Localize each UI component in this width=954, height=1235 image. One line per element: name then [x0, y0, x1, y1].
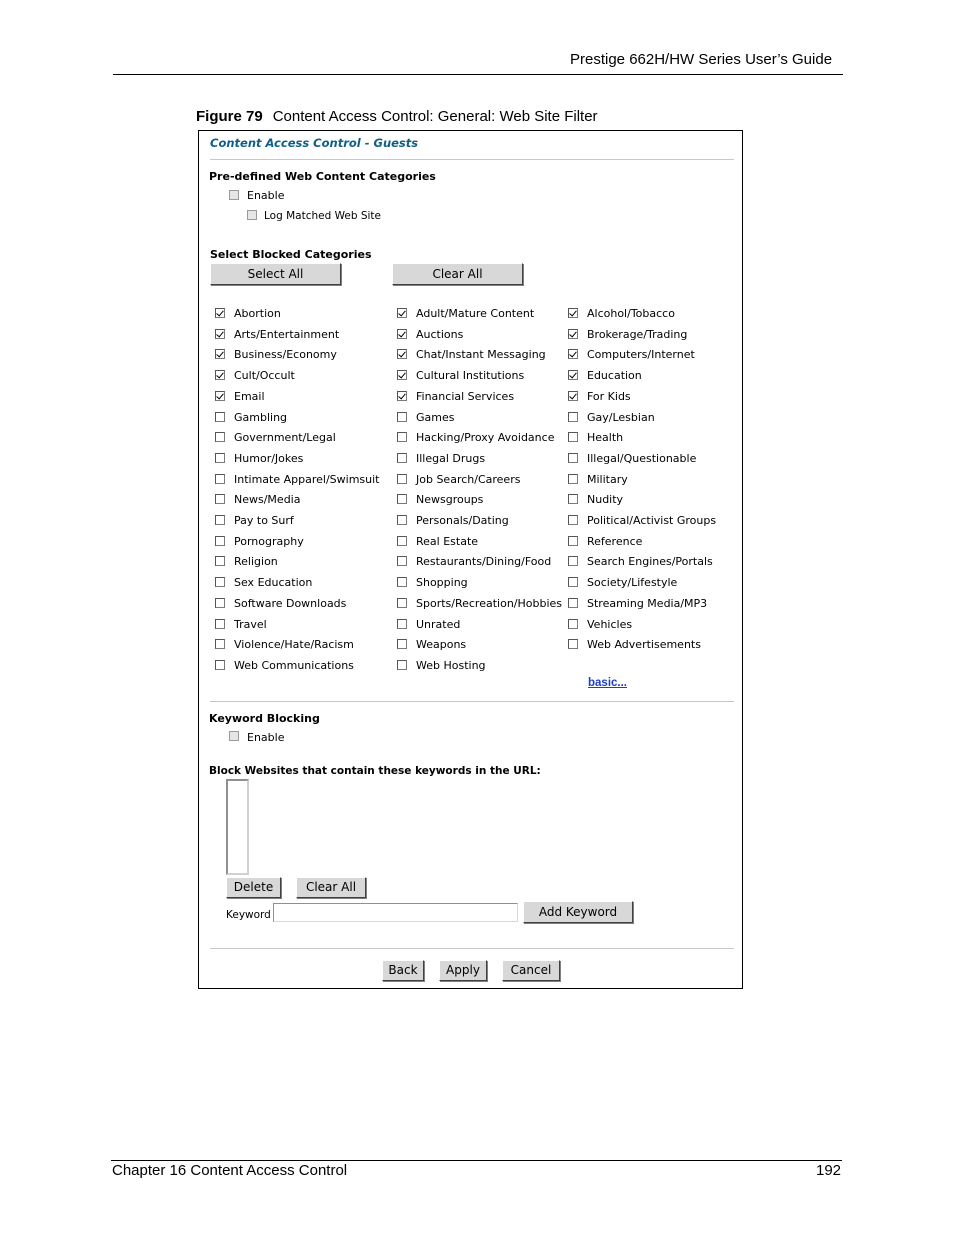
category-checkbox[interactable] [397, 349, 407, 359]
category-checkbox[interactable] [215, 536, 225, 546]
category-checkbox[interactable] [568, 391, 578, 401]
predefined-enable-label: Enable [247, 189, 285, 202]
category-checkbox[interactable] [397, 308, 407, 318]
cancel-button[interactable]: Cancel [502, 960, 560, 981]
figure-caption-text: Content Access Control: General: Web Site Filter [272, 108, 598, 125]
category-label: Cultural Institutions [416, 369, 525, 382]
keyword-input[interactable] [273, 903, 518, 922]
basic-link[interactable]: basic... [588, 677, 627, 689]
category-label: Sports/Recreation/Hobbies [416, 597, 563, 610]
category-label: Search Engines/Portals [587, 555, 713, 568]
category-label: Web Advertisements [587, 638, 701, 651]
category-checkbox[interactable] [568, 308, 578, 318]
figure-number: Figure 79 [196, 108, 263, 125]
keyword-enable-checkbox[interactable] [229, 731, 239, 741]
category-checkbox[interactable] [215, 412, 225, 422]
category-checkbox[interactable] [397, 412, 407, 422]
category-checkbox[interactable] [215, 349, 225, 359]
predefined-enable-checkbox[interactable] [229, 190, 239, 200]
footer-rule [111, 1160, 842, 1161]
category-label: Streaming Media/MP3 [587, 597, 708, 610]
category-label: Abortion [234, 307, 281, 320]
page-title: Content Access Control - Guests [210, 136, 419, 150]
category-label: Adult/Mature Content [416, 307, 535, 320]
category-label: Chat/Instant Messaging [416, 348, 546, 361]
category-checkbox[interactable] [397, 494, 407, 504]
category-checkbox[interactable] [568, 349, 578, 359]
header-rule [113, 74, 843, 75]
title-divider [210, 159, 734, 160]
category-label: Brokerage/Trading [587, 328, 688, 341]
category-checkbox[interactable] [568, 536, 578, 546]
category-label: Alcohol/Tobacco [587, 307, 675, 320]
category-label: Military [587, 473, 628, 486]
category-checkbox[interactable] [215, 619, 225, 629]
category-label: Pay to Surf [234, 514, 294, 527]
category-checkbox[interactable] [215, 515, 225, 525]
category-checkbox[interactable] [215, 370, 225, 380]
category-checkbox[interactable] [568, 370, 578, 380]
category-label: Reference [587, 535, 643, 548]
delete-keyword-button[interactable]: Delete [226, 877, 281, 898]
category-label: Vehicles [587, 618, 633, 631]
category-label: Games [416, 411, 455, 424]
category-checkbox[interactable] [215, 598, 225, 608]
category-label: For Kids [587, 390, 631, 403]
category-label: Real Estate [416, 535, 479, 548]
category-checkbox[interactable] [397, 329, 407, 339]
clear-all-categories-button[interactable]: Clear All [392, 263, 523, 285]
category-checkbox[interactable] [215, 308, 225, 318]
clear-all-keywords-button[interactable]: Clear All [296, 877, 366, 898]
category-label: News/Media [234, 493, 301, 506]
category-checkbox[interactable] [215, 494, 225, 504]
category-checkbox[interactable] [568, 329, 578, 339]
category-checkbox[interactable] [215, 577, 225, 587]
category-checkbox[interactable] [397, 577, 407, 587]
category-checkbox[interactable] [568, 412, 578, 422]
category-label: Humor/Jokes [234, 452, 304, 465]
category-checkbox[interactable] [568, 577, 578, 587]
category-label: Weapons [416, 638, 467, 651]
section-divider [210, 701, 734, 702]
category-checkbox[interactable] [397, 515, 407, 525]
category-label: Health [587, 431, 624, 444]
category-checkbox[interactable] [215, 329, 225, 339]
category-checkbox[interactable] [397, 432, 407, 442]
keyword-list-box[interactable] [226, 779, 249, 875]
category-label: Newsgroups [416, 493, 484, 506]
category-checkbox[interactable] [397, 391, 407, 401]
log-matched-label: Log Matched Web Site [264, 210, 381, 222]
add-keyword-button[interactable]: Add Keyword [523, 901, 633, 923]
category-checkbox[interactable] [568, 494, 578, 504]
category-checkbox[interactable] [397, 619, 407, 629]
category-label: Society/Lifestyle [587, 576, 678, 589]
category-label: Intimate Apparel/Swimsuit [234, 473, 380, 486]
category-label: Unrated [416, 618, 461, 631]
category-checkbox[interactable] [568, 598, 578, 608]
category-checkbox[interactable] [397, 639, 407, 649]
keyword-heading: Keyword Blocking [209, 712, 320, 725]
category-checkbox[interactable] [568, 432, 578, 442]
category-label: Financial Services [416, 390, 515, 403]
category-checkbox[interactable] [568, 619, 578, 629]
category-label: Hacking/Proxy Avoidance [416, 431, 555, 444]
category-label: Illegal/Questionable [587, 452, 697, 465]
category-label: Violence/Hate/Racism [234, 638, 354, 651]
category-checkbox[interactable] [397, 536, 407, 546]
category-label: Sex Education [234, 576, 313, 589]
category-label: Illegal Drugs [416, 452, 486, 465]
category-checkbox[interactable] [215, 432, 225, 442]
category-label: Pornography [234, 535, 304, 548]
category-checkbox[interactable] [568, 639, 578, 649]
category-label: Auctions [416, 328, 464, 341]
category-label: Business/Economy [234, 348, 337, 361]
category-checkbox[interactable] [397, 370, 407, 380]
category-label: Computers/Internet [587, 348, 695, 361]
category-checkbox[interactable] [215, 639, 225, 649]
figure-caption [196, 108, 598, 125]
category-checkbox[interactable] [215, 474, 225, 484]
category-label: Gambling [234, 411, 288, 424]
category-checkbox[interactable] [397, 556, 407, 566]
footer-page-number: 192 [816, 1162, 842, 1179]
select-all-button[interactable]: Select All [210, 263, 341, 285]
category-label: Restaurants/Dining/Food [416, 555, 552, 568]
apply-button[interactable]: Apply [439, 960, 487, 981]
category-label: Gay/Lesbian [587, 411, 655, 424]
category-checkbox[interactable] [215, 453, 225, 463]
category-label: Email [234, 390, 265, 403]
category-label: Travel [234, 618, 267, 631]
category-checkbox[interactable] [397, 453, 407, 463]
category-label: Cult/Occult [234, 369, 295, 382]
category-label: Arts/Entertainment [234, 328, 340, 341]
category-label: Software Downloads [234, 597, 347, 610]
category-checkbox[interactable] [568, 474, 578, 484]
category-checkbox[interactable] [568, 556, 578, 566]
footer-divider [210, 948, 734, 949]
category-checkbox[interactable] [568, 453, 578, 463]
category-label: Job Search/Careers [416, 473, 521, 486]
back-button[interactable]: Back [382, 960, 424, 981]
document-header-title: Prestige 662H/HW Series User’s Guide [570, 51, 833, 68]
category-label: Web Communications [234, 659, 354, 672]
predefined-heading: Pre-defined Web Content Categories [209, 170, 436, 183]
category-label: Personals/Dating [416, 514, 509, 527]
category-label: Shopping [416, 576, 468, 589]
keyword-enable-label: Enable [247, 731, 285, 744]
category-checkbox[interactable] [397, 598, 407, 608]
category-checkbox[interactable] [215, 556, 225, 566]
category-label: Government/Legal [234, 431, 336, 444]
footer-chapter: Chapter 16 Content Access Control [112, 1162, 348, 1179]
category-checkbox[interactable] [397, 660, 407, 670]
log-matched-checkbox[interactable] [247, 210, 257, 220]
category-label: Religion [234, 555, 278, 568]
category-label: Web Hosting [416, 659, 486, 672]
category-label: Political/Activist Groups [587, 514, 717, 527]
category-label: Nudity [587, 493, 624, 506]
keyword-label: Keyword [226, 909, 271, 921]
blocked-heading: Select Blocked Categories [210, 248, 372, 261]
category-checkbox[interactable] [215, 391, 225, 401]
category-label: Education [587, 369, 642, 382]
category-checkbox[interactable] [568, 515, 578, 525]
keyword-list-heading: Block Websites that contain these keywords in the URL: [209, 765, 541, 777]
category-checkbox[interactable] [215, 660, 225, 670]
category-checkbox[interactable] [397, 474, 407, 484]
